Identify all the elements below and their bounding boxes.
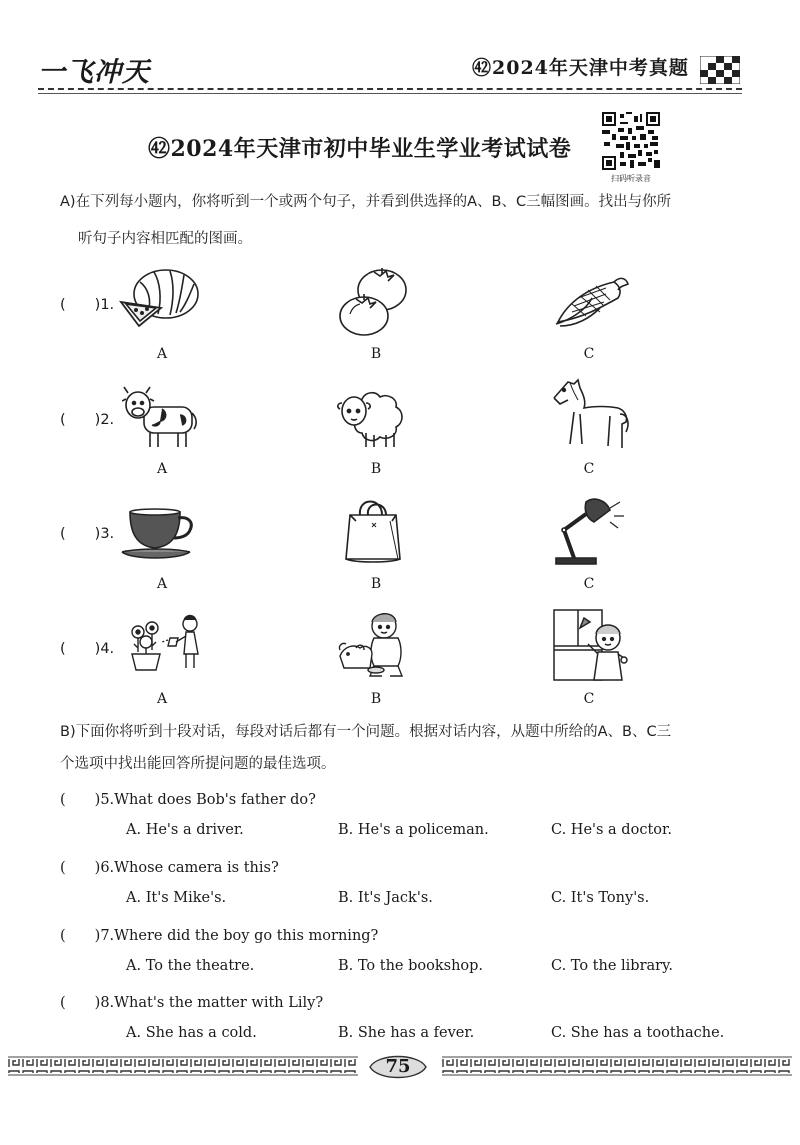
question-1-label: ( )1.	[60, 297, 115, 313]
girl-watering-flowers-icon	[124, 614, 206, 674]
question-3-option-c[interactable]: C	[583, 576, 595, 592]
question-4-option-c[interactable]: C	[583, 691, 595, 707]
question-4-option-b[interactable]: B	[370, 691, 382, 707]
cow-icon	[122, 385, 198, 451]
part-a-instruction-line1: A)在下列每小题内，你将听到一个或两个句子，并看到供选择的A、B、C三幅图画。找出与你所	[60, 194, 672, 210]
question-1-option-c[interactable]: C	[583, 346, 595, 362]
header-title: ㊷2024年天津中考真题	[472, 57, 689, 79]
bag-icon	[340, 493, 406, 567]
question-7-choice-b[interactable]: B. To the bookshop.	[338, 958, 484, 974]
part-b-instruction-line2: 个选项中找出能回答所提问题的最佳选项。	[60, 756, 336, 772]
checker-decoration	[700, 56, 740, 84]
girl-cleaning-window-icon	[550, 608, 628, 682]
question-8-choice-c[interactable]: C. She has a toothache.	[551, 1025, 725, 1041]
question-7-text: Where did the boy go this morning?	[114, 928, 379, 944]
question-8-text: What's the matter with Lily?	[114, 995, 324, 1011]
part-a-instruction-line2: 听句子内容相匹配的图画。	[78, 231, 252, 247]
question-5-text: What does Bob's father do?	[114, 792, 316, 808]
question-5-choice-b[interactable]: B. He's a policeman.	[338, 822, 489, 838]
part-b-instruction-line1: B)下面你将听到十段对话，每段对话后都有一个问题。根据对话内容，从题中所给的A、B、C三	[60, 724, 672, 740]
page-number: 75	[385, 1056, 411, 1077]
cup-icon	[120, 506, 202, 564]
question-3-option-b[interactable]: B	[370, 576, 382, 592]
question-1-option-b[interactable]: B	[370, 346, 382, 362]
question-8-choice-b[interactable]: B. She has a fever.	[338, 1025, 475, 1041]
question-2-option-a[interactable]: A	[156, 461, 168, 477]
question-7-choice-a[interactable]: A. To the theatre.	[126, 958, 255, 974]
question-1-option-a[interactable]: A	[156, 346, 168, 362]
question-2-label: ( )2.	[60, 412, 115, 428]
tomatoes-icon	[336, 264, 412, 338]
brand-logo: 一飞冲天	[38, 57, 150, 88]
question-6-number: ( )6.	[60, 860, 115, 876]
question-6-choice-c[interactable]: C. It's Tony's.	[551, 890, 650, 906]
exam-title: ㊷2024年天津市初中毕业生学业考试试卷	[148, 136, 572, 162]
question-5-choice-c[interactable]: C. He's a doctor.	[551, 822, 672, 838]
question-5	[60, 788, 316, 809]
question-8	[60, 991, 323, 1012]
watermelon-icon	[118, 266, 204, 328]
question-3-label: ( )3.	[60, 526, 115, 542]
question-5-number: ( )5.	[60, 792, 115, 808]
horse-icon	[550, 378, 630, 452]
question-7-choice-c[interactable]: C. To the library.	[551, 958, 673, 974]
question-5-choice-a[interactable]: A. He's a driver.	[126, 822, 244, 838]
qr-code-icon[interactable]	[602, 112, 660, 170]
question-6-text: Whose camera is this?	[114, 860, 279, 876]
question-6-choice-b[interactable]: B. It's Jack's.	[338, 890, 433, 906]
question-4-label: ( )4.	[60, 641, 115, 657]
question-3-option-a[interactable]: A	[156, 576, 168, 592]
lamp-icon	[550, 494, 626, 566]
header-rule	[38, 88, 742, 90]
question-7	[60, 924, 378, 945]
question-2-option-b[interactable]: B	[370, 461, 382, 477]
header-rule-thin	[38, 93, 742, 94]
question-7-number: ( )7.	[60, 928, 115, 944]
qr-caption: 扫码听录音	[611, 174, 651, 183]
boy-feeding-dog-icon	[336, 610, 414, 680]
question-6-choice-a[interactable]: A. It's Mike's.	[126, 890, 227, 906]
question-6	[60, 856, 279, 877]
question-8-number: ( )8.	[60, 995, 115, 1011]
question-4-option-a[interactable]: A	[156, 691, 168, 707]
question-8-choice-a[interactable]: A. She has a cold.	[126, 1025, 257, 1041]
question-2-option-c[interactable]: C	[583, 461, 595, 477]
sheep-icon	[336, 385, 406, 449]
corn-icon	[550, 272, 630, 328]
